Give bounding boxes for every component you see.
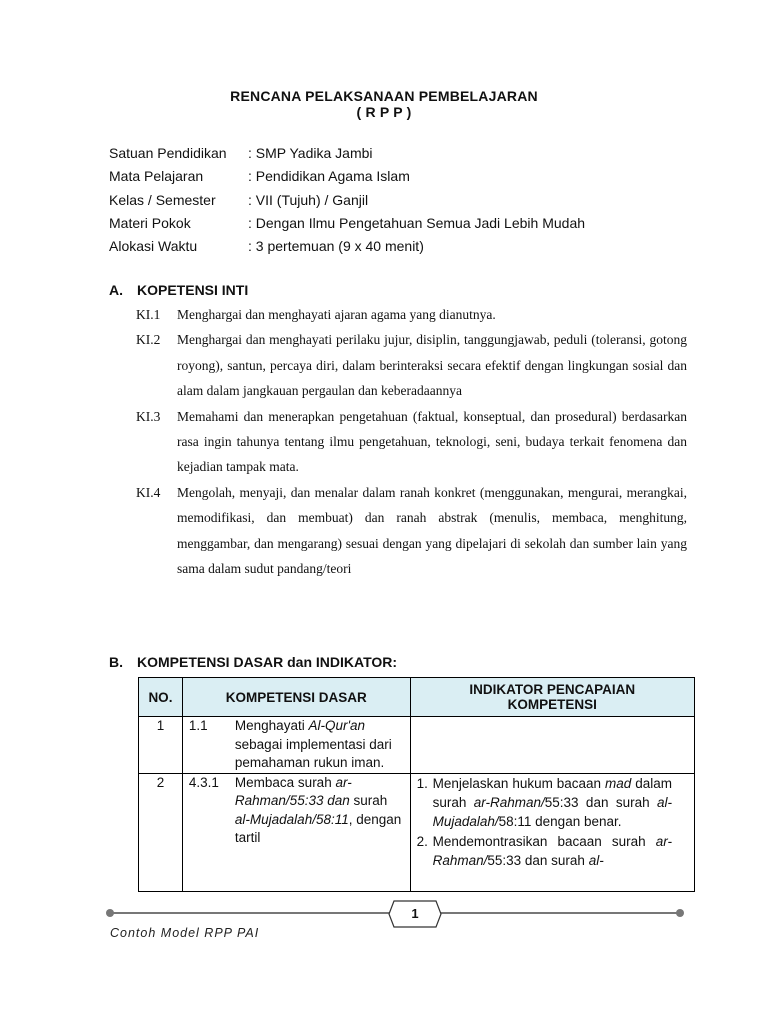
text-run-italic: mad [605,775,632,791]
ki-number: KI.1 [136,307,161,322]
kompetensi-inti-list [136,302,687,581]
indicator-item [411,774,694,832]
header-line: KOMPETENSI [507,697,597,712]
section-title: KOPETENSI INTI [137,282,249,298]
ki-number: KI.2 [136,332,161,348]
text-run: Menghayati [234,718,309,733]
text-run-italic: ar-Rahman/55:33 dan [234,774,352,808]
text-run: 58:11 dengan benar. [498,814,622,830]
ki-text: Menghargai dan menghayati ajaran agama yang dianutnya. [177,307,496,322]
footer-rule-left [110,912,390,914]
info-row-materi [109,212,585,235]
kd-code: 4.3.1 [188,774,219,790]
ki-item [136,480,687,582]
section-a-heading [109,282,248,298]
rule-end-dot [106,909,114,917]
info-label: Mata Pelajaran [109,168,204,185]
text-run: dalam surah [432,775,672,810]
column-header-indikator [410,678,694,717]
info-row-alokasi [109,235,585,258]
indicator-list [411,774,694,871]
page-number: 1 [411,906,419,921]
kd-text [235,717,410,773]
document-title: RENCANA PELAKSANAAN PEMBELAJARAN [230,88,538,104]
info-label: Materi Pokok [109,214,191,231]
text-run-italic: Al-Qur'an [308,718,366,733]
ki-number: KI.3 [136,408,161,424]
indicator-number: 1. [416,775,428,791]
text-run: 55:33 dan surah [487,853,589,869]
info-value: : Dengan Ilmu Pengetahuan Semua Jadi Lebih Mudah [248,214,586,231]
ki-text: Memahami dan menerapkan pengetahuan (faktual, konseptual, dan prosedural) berdasarkan rasa ingin tahunya tentang ilmu pengetahuan, teknologi, seni, budaya terkait fenomena dan kejadian tampak mata. [177,408,687,475]
info-label: Satuan Pendidikan [109,145,227,161]
indicator-cell [410,773,694,891]
text-run: 55:33 dan surah [544,794,657,810]
info-value: : SMP Yadika Jambi [248,145,373,161]
text-run-italic: ar-Rahman/ [432,833,672,869]
kd-text [235,774,410,848]
text-run-italic: al-Mujadalah/ [432,794,672,830]
section-title: KOMPETENSI DASAR dan INDIKATOR: [137,654,398,670]
text-run: , dengan tartil [234,811,402,845]
info-label: Alokasi Waktu [109,238,198,255]
kd-cell [182,717,410,774]
column-header-no: NO. [139,678,183,717]
info-value: : 3 pertemuan (9 x 40 menit) [248,238,424,255]
document-subtitle: ( R P P ) [356,104,412,120]
text-run: Menjelaskan hukum bacaan [432,775,606,791]
indicator-cell-empty [410,717,694,774]
ki-text: Mengolah, menyaji, dan menalar dalam ranah konkret (menggunakan, mengurai, merangkai, memodifikasi, dan membuat) dan ranah abstrak (menulis, membaca, menghitung, menggambar, dan mengarang) sesuai dengan yang dipelajari di sekolah dan sumber lain yang sama dalam sudut pandang/teori [177,484,687,577]
text-run: Mendemontrasikan bacaan surah [432,833,656,849]
kd-code: 1.1 [188,718,208,733]
text-run-italic: al-Mujadalah/58:11 [234,811,349,827]
text-run-italic: ar-Rahman/ [473,794,545,810]
ki-item [136,404,687,480]
kd-cell [182,773,410,891]
text-run-italic: al- [588,853,604,869]
section-letter: B. [109,654,123,670]
info-value: : VII (Tujuh) / Ganjil [248,191,369,208]
section-b-heading [109,654,397,670]
indicator-text [433,832,694,871]
footer-caption: Contoh Model RPP PAI [110,926,260,940]
footer-rule-right [440,912,680,914]
info-row-mapel [109,165,585,188]
table-header-row [139,678,695,717]
rule-end-dot [676,909,684,917]
info-value: : Pendidikan Agama Islam [248,168,410,185]
header-line: INDIKATOR PENCAPAIAN [469,682,636,697]
table-row [139,773,695,891]
row-number: 2 [139,773,183,891]
kompetensi-dasar-table [138,677,695,892]
ki-number: KI.4 [136,484,161,500]
row-number: 1 [139,717,183,774]
indicator-item [411,832,694,871]
section-letter: A. [109,282,123,298]
identity-block [109,142,585,258]
info-label: Kelas / Semester [109,191,216,208]
text-run: Membaca surah [234,774,336,790]
ki-text: Menghargai dan menghayati perilaku jujur, disiplin, tanggungjawab, peduli (toleransi, gotong royong), santun, percaya diri, dalam berinteraksi secara efektif dengan lingkungan sosial dan alam dalam jangkauan pergaulan dan keberadaannya [177,332,687,399]
indicator-number: 2. [416,833,428,849]
indicator-text [433,774,694,832]
info-row-kelas [109,189,585,212]
ki-item [136,302,687,327]
info-row-satuan [109,142,585,165]
text-run: sebagai implementasi dari pemahaman rukun iman. [234,736,392,770]
text-run: surah [349,793,388,808]
ki-item [136,327,687,403]
column-header-kd: KOMPETENSI DASAR [182,678,410,717]
table-row [139,717,695,774]
